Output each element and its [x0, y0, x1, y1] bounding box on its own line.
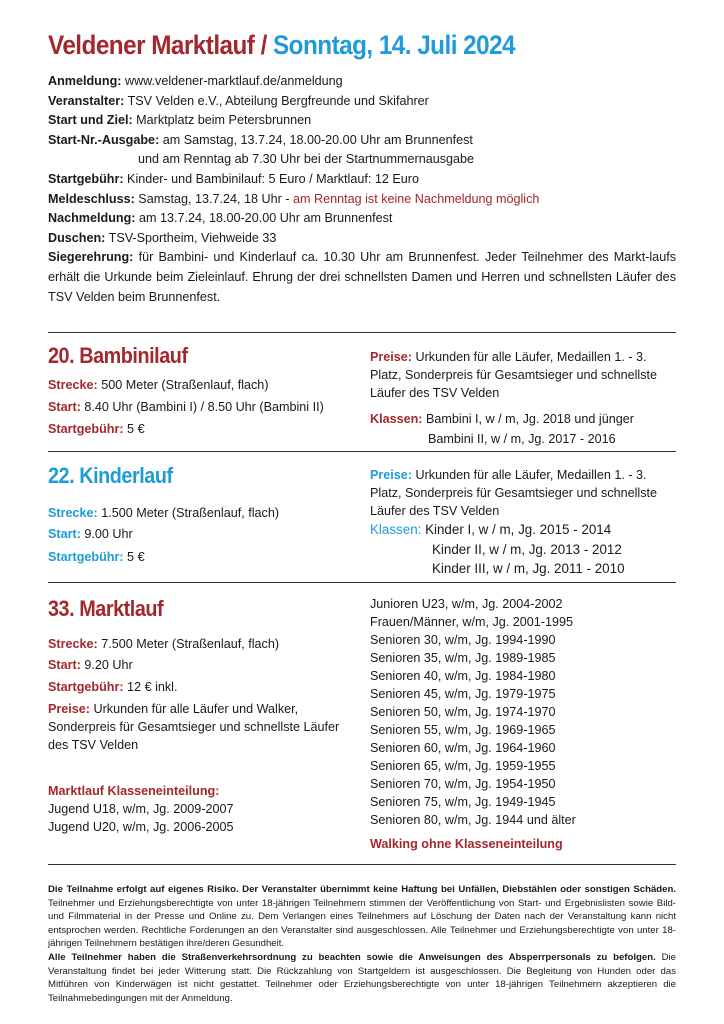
kinder-start: Start: 9.00 Uhr [48, 527, 133, 541]
section-marktlauf [48, 595, 676, 851]
kinder-klassen-3: Kinder III, w / m, Jg. 2011 - 2010 [432, 561, 625, 576]
class-line: Senioren 75, w/m, Jg. 1949-1945 [370, 795, 556, 809]
class-line: Senioren 65, w/m, Jg. 1959-1955 [370, 759, 556, 773]
class-line: Senioren 80, w/m, Jg. 1944 und älter [370, 813, 576, 827]
bambini-title: 20. Bambinilauf [48, 343, 188, 368]
markt-left [48, 595, 348, 836]
markt-right-classes [370, 595, 680, 829]
divider [48, 332, 676, 333]
info-veranstalter: Veranstalter: TSV Velden e.V., Abteilung Bergfreunde und Skifahrer [48, 93, 429, 108]
fineprint-paragraph-2: Alle Teilnehmer haben die Straßenverkehrsordnung zu beachten sowie die Anweisungen des Absperrpersonals zu befolgen. Die Veranstaltung findet bei jeder Witterung statt. Die Rückzahlung von Startgeldern ist ausgeschlossen. Die Begleitung von Hunden oder das Mitführen von Kinderwägen ist nicht gestattet. Teilnehmer oder Erziehungsberechtigte von unter 18-jährigen Teilnehmern akzeptieren die Teilnahmebedingungen mit der Anmeldung. [48, 951, 676, 1004]
markt-left-classes [48, 800, 348, 836]
markt-title: 33. Marktlauf [48, 596, 164, 621]
bambini-startgebuehr: Startgebühr: 5 € [48, 422, 145, 436]
kinder-right [370, 466, 680, 579]
class-line: Senioren 50, w/m, Jg. 1974-1970 [370, 705, 556, 719]
bambini-preise: Preise: Urkunden für alle Läufer, Medaillen 1. - 3. Platz, Sonderpreis für Gesamtsieger und schnellste Läufer des TSV Velden [370, 350, 657, 400]
bambini-klassen-2: Bambini II, w / m, Jg. 2017 - 2016 [428, 431, 616, 446]
bambini-klassen: Klassen: Bambini I, w / m, Jg. 2018 und jünger [370, 412, 634, 426]
info-meldeschluss: Meldeschluss: Samstag, 13.7.24, 18 Uhr - am Renntag ist keine Nachmeldung möglich [48, 191, 540, 206]
fineprint-paragraph-1: Die Teilnahme erfolgt auf eigenes Risiko. Der Veranstalter übernimmt keine Haftung bei Unfällen, Diebstählen oder sonstigen Schäden. Teilnehmer und Erziehungsberechtigte von unter 18-jährigen Teilnehmern stimmen der Veröffentlichung von Start- und Ergebnislisten sowie Bild- und Filmmaterial in der Presse und Online zu. Dem Verlangen eines Teilnehmers auf Löschung der Daten nach der Veranstaltung kann nicht entsprochen werden. Rechtliche Forderungen an den Veranstalter sind ausgeschlossen. Alle Teilnehmer und Erziehungsberechtigte von unter 18-jährigen Teilnehmern bestätigen ihre/deren Gesundheit. [48, 884, 676, 950]
markt-preise: Preise: Urkunden für alle Läufer und Walker, Sonderpreis für Gesamtsieger und schnellste Läufer des TSV Velden [48, 702, 340, 752]
kinder-preise: Preise: Urkunden für alle Läufer, Medaillen 1. - 3. Platz, Sonderpreis für Gesamtsieger und schnellste Läufer des TSV Velden [370, 468, 657, 518]
info-duschen: Duschen: TSV-Sportheim, Viehweide 33 [48, 230, 277, 245]
divider [48, 451, 676, 452]
class-line: Jugend U20, w/m, Jg. 2006-2005 [48, 820, 234, 834]
section-bambinilauf [48, 342, 676, 446]
page-title [48, 28, 613, 62]
kinder-title: 22. Kinderlauf [48, 463, 173, 488]
class-line: Senioren 30, w/m, Jg. 1994-1990 [370, 633, 556, 647]
markt-klassen-title: Marktlauf Klasseneinteilung: [48, 784, 220, 798]
section-kinderlauf [48, 462, 676, 574]
title-date: Sonntag, 14. Juli 2024 [273, 30, 516, 60]
class-line: Senioren 60, w/m, Jg. 1964-1960 [370, 741, 556, 755]
registration-link[interactable]: www.veldener-marktlauf.de/anmeldung [121, 74, 343, 88]
class-line: Senioren 70, w/m, Jg. 1954-1950 [370, 777, 556, 791]
kinder-klassen-2: Kinder II, w / m, Jg. 2013 - 2012 [432, 541, 622, 557]
kinder-startgebuehr: Startgebühr: 5 € [48, 550, 145, 564]
info-anmeldung: Anmeldung: www.veldener-marktlauf.de/anmeldung [48, 74, 343, 88]
class-line: Senioren 35, w/m, Jg. 1989-1985 [370, 651, 556, 665]
info-siegerehrung: Siegerehrung: für Bambini- und Kinderlauf ca. 10.30 Uhr am Brunnenfest. Jeder Teilnehmer des Markt-laufs erhält die Urkunde beim Zieleinlauf. Ehrung der drei schnellsten Damen und Herren und schnellsten Läufer des TSV Velden beim Brunnenfest. [48, 250, 676, 304]
page [48, 28, 676, 307]
class-line: Jugend U18, w/m, Jg. 2009-2007 [48, 802, 234, 816]
divider [48, 864, 676, 865]
info-startnr: Start-Nr.-Ausgabe: am Samstag, 13.7.24, 18.00-20.00 Uhr am Brunnenfest [48, 132, 473, 147]
divider [48, 582, 676, 583]
markt-strecke: Strecke: 7.500 Meter (Straßenlauf, flach) [48, 637, 280, 651]
class-line: Senioren 45, w/m, Jg. 1979-1975 [370, 687, 556, 701]
info-startnr-line2: und am Renntag ab 7.30 Uhr bei der Startnummernausgabe [138, 152, 475, 167]
fineprint [48, 883, 676, 1005]
info-block [48, 72, 676, 307]
kinder-left [48, 462, 348, 566]
info-nachmeldung: Nachmeldung: am 13.7.24, 18.00-20.00 Uhr am Brunnenfest [48, 211, 393, 226]
info-startgebuehr: Startgebühr: Kinder- und Bambinilauf: 5 Euro / Marktlauf: 12 Euro [48, 171, 419, 186]
title-event: Veldener Marktlauf / [48, 30, 273, 60]
kinder-strecke: Strecke: 1.500 Meter (Straßenlauf, flach) [48, 506, 280, 520]
bambini-strecke: Strecke: 500 Meter (Straßenlauf, flach) [48, 378, 269, 392]
class-line: Frauen/Männer, w/m, Jg. 2001-1995 [370, 615, 574, 629]
kinder-klassen: Klassen: Kinder I, w / m, Jg. 2015 - 2014 [370, 522, 612, 537]
class-line: Senioren 55, w/m, Jg. 1969-1965 [370, 723, 556, 737]
markt-start: Start: 9.20 Uhr [48, 658, 133, 672]
class-line: Junioren U23, w/m, Jg. 2004-2002 [370, 597, 563, 611]
walking-note: Walking ohne Klasseneinteilung [370, 837, 563, 851]
markt-right [370, 595, 680, 853]
markt-startgebuehr: Startgebühr: 12 € inkl. [48, 680, 178, 694]
class-line: Senioren 40, w/m, Jg. 1984-1980 [370, 669, 556, 683]
bambini-start: Start: 8.40 Uhr (Bambini I) / 8.50 Uhr (Bambini II) [48, 400, 324, 414]
bambini-right [370, 348, 680, 449]
no-late-registration-note: am Renntag ist keine Nachmeldung möglich [293, 191, 540, 206]
info-start-ziel: Start und Ziel: Marktplatz beim Petersbrunnen [48, 113, 312, 128]
bambini-left [48, 342, 348, 438]
